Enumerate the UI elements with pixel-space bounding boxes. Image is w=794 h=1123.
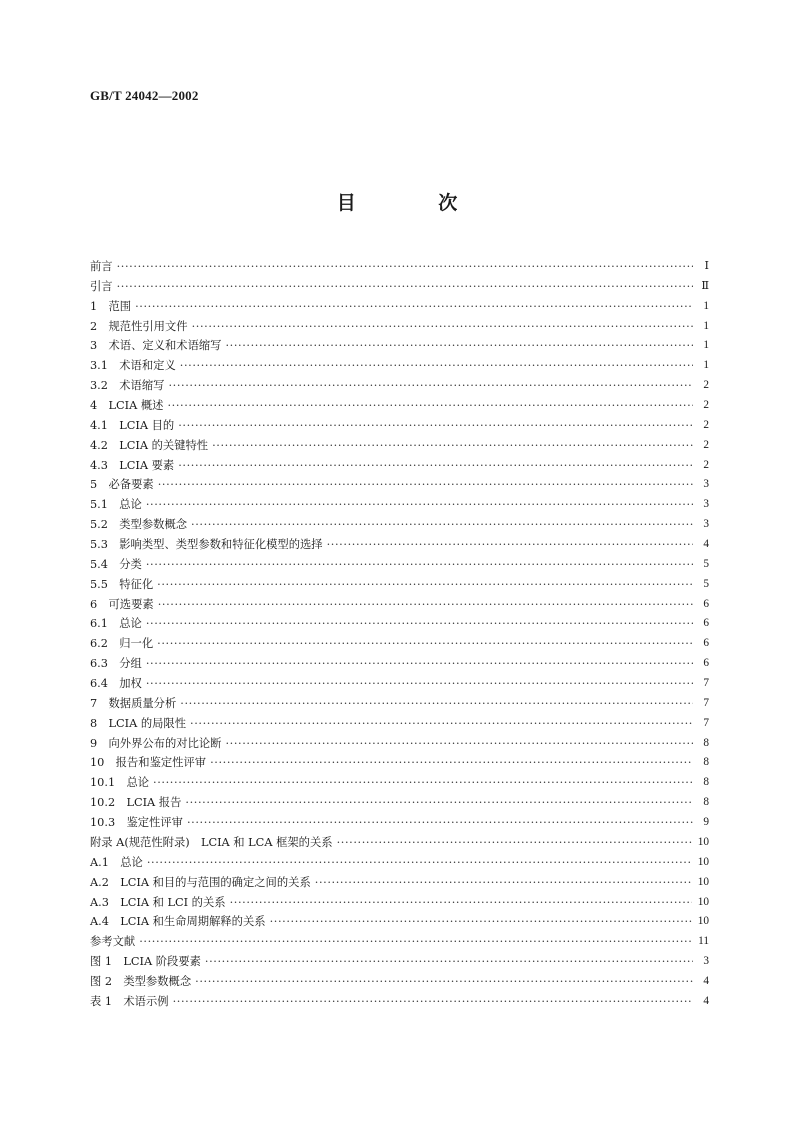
- toc-dot-leader: [117, 257, 693, 277]
- toc-entry[interactable]: [90, 495, 709, 515]
- table-of-contents: [90, 257, 709, 1012]
- toc-entry-title: 引言: [90, 279, 113, 293]
- toc-page-number: 2: [703, 399, 709, 412]
- toc-dot-leader: [205, 952, 693, 972]
- toc-dot-leader: [167, 396, 693, 416]
- toc-page-number: 2: [703, 458, 709, 471]
- toc-entry[interactable]: [90, 694, 709, 714]
- toc-dot-leader: [146, 495, 693, 515]
- toc-entry-title: A.1 总论: [90, 855, 143, 869]
- toc-entry-title: A.3 LCIA 和 LCI 的关系: [90, 895, 226, 909]
- toc-entry-title: 5.3 影响类型、类型参数和特征化模型的选择: [90, 538, 323, 552]
- toc-dot-leader: [157, 634, 693, 654]
- toc-entry[interactable]: [90, 257, 709, 277]
- toc-dot-leader: [178, 416, 693, 436]
- toc-dot-leader: [178, 456, 693, 476]
- toc-dot-leader: [212, 436, 693, 456]
- toc-page-number: Ⅱ: [701, 279, 709, 292]
- toc-page-number: 3: [703, 478, 709, 491]
- toc-entry[interactable]: [90, 813, 709, 833]
- toc-entry[interactable]: [90, 853, 709, 873]
- toc-entry-title: 5.5 特征化: [90, 577, 154, 591]
- toc-entry[interactable]: [90, 674, 709, 694]
- toc-entry-title: 5.4 分类: [90, 557, 142, 571]
- toc-dot-leader: [327, 535, 693, 555]
- toc-dot-leader: [153, 773, 693, 793]
- toc-entry[interactable]: [90, 515, 709, 535]
- toc-entry-title: 8 LCIA 的局限性: [90, 716, 187, 730]
- toc-page-number: 1: [703, 299, 709, 312]
- toc-entry-title: 3.2 术语缩写: [90, 379, 165, 393]
- toc-entry[interactable]: [90, 793, 709, 813]
- toc-page-number: Ⅰ: [704, 260, 709, 272]
- toc-dot-leader: [185, 793, 693, 813]
- toc-dot-leader: [210, 753, 693, 773]
- toc-entry-title: A.4 LCIA 和生命周期解释的关系: [90, 915, 266, 929]
- toc-entry[interactable]: [90, 416, 709, 436]
- toc-dot-leader: [192, 317, 693, 337]
- toc-entry[interactable]: [90, 297, 709, 317]
- toc-page-number: 9: [703, 816, 709, 829]
- toc-entry[interactable]: [90, 356, 709, 376]
- toc-page-number: 10: [697, 875, 709, 888]
- toc-entry-title: 2 规范性引用文件: [90, 319, 188, 333]
- toc-entry[interactable]: [90, 734, 709, 754]
- toc-entry[interactable]: [90, 575, 709, 595]
- toc-dot-leader: [139, 932, 692, 952]
- toc-page-number: 7: [703, 677, 709, 690]
- toc-dot-leader: [157, 575, 693, 595]
- toc-dot-leader: [173, 992, 693, 1012]
- toc-entry-title: 6.4 加权: [90, 677, 142, 691]
- toc-entry-title: 6.3 分组: [90, 657, 142, 671]
- toc-entry[interactable]: [90, 972, 709, 992]
- toc-entry[interactable]: [90, 436, 709, 456]
- toc-page-number: 6: [703, 657, 709, 670]
- toc-dot-leader: [146, 555, 693, 575]
- toc-page-number: 10: [697, 835, 709, 848]
- toc-page-number: 3: [703, 498, 709, 511]
- toc-dot-leader: [191, 515, 693, 535]
- toc-dot-leader: [146, 674, 693, 694]
- toc-entry-title: 6 可选要素: [90, 597, 154, 611]
- toc-page-number: 8: [703, 736, 709, 749]
- toc-page-number: 1: [703, 319, 709, 332]
- toc-entry-title: 5.1 总论: [90, 498, 142, 512]
- toc-dot-leader: [315, 873, 692, 893]
- toc-dot-leader: [337, 833, 692, 853]
- toc-entry[interactable]: [90, 336, 709, 356]
- toc-page-number: 2: [703, 438, 709, 451]
- toc-entry[interactable]: [90, 912, 709, 932]
- toc-entry-title: 图 2 类型参数概念: [90, 974, 192, 988]
- toc-page-number: 4: [703, 538, 709, 551]
- toc-entry[interactable]: [90, 893, 709, 913]
- toc-page-number: 2: [703, 418, 709, 431]
- toc-entry[interactable]: [90, 932, 709, 952]
- toc-page-number: 8: [703, 796, 709, 809]
- toc-entry[interactable]: [90, 277, 709, 297]
- toc-entry[interactable]: [90, 614, 709, 634]
- toc-dot-leader: [270, 912, 692, 932]
- toc-entry-title: 附录 A(规范性附录) LCIA 和 LCA 框架的关系: [90, 835, 333, 849]
- toc-entry-title: 5 必备要素: [90, 478, 154, 492]
- toc-entry[interactable]: [90, 555, 709, 575]
- toc-entry[interactable]: [90, 475, 709, 495]
- toc-page-number: 6: [703, 617, 709, 630]
- toc-entry[interactable]: [90, 396, 709, 416]
- toc-entry-title: 表 1 术语示例: [90, 994, 169, 1008]
- toc-page-number: 4: [703, 994, 709, 1007]
- toc-entry-title: 7 数据质量分析: [90, 696, 177, 710]
- toc-entry-title: 6.2 归一化: [90, 637, 154, 651]
- toc-entry[interactable]: [90, 753, 709, 773]
- toc-page-number: 4: [703, 974, 709, 987]
- toc-entry-title: 10.2 LCIA 报告: [90, 796, 182, 810]
- toc-entry[interactable]: [90, 833, 709, 853]
- toc-entry-title: 10 报告和鉴定性评审: [90, 756, 207, 770]
- toc-entry-title: 前言: [90, 260, 113, 273]
- toc-entry[interactable]: [90, 952, 709, 972]
- toc-entry[interactable]: [90, 317, 709, 337]
- toc-page-number: 11: [698, 935, 709, 948]
- toc-dot-leader: [146, 654, 693, 674]
- toc-entry-title: 10.1 总论: [90, 776, 150, 790]
- toc-page-number: 1: [703, 359, 709, 372]
- toc-entry[interactable]: [90, 456, 709, 476]
- toc-page-number: 3: [703, 955, 709, 968]
- toc-entry-title: 4.1 LCIA 目的: [90, 418, 175, 432]
- toc-entry[interactable]: [90, 654, 709, 674]
- toc-dot-leader: [146, 614, 693, 634]
- toc-entry-title: 1 范围: [90, 299, 132, 313]
- toc-page-number: 1: [703, 339, 709, 352]
- toc-dot-leader: [180, 694, 693, 714]
- toc-entry-title: 10.3 鉴定性评审: [90, 816, 183, 830]
- toc-page-number: 10: [697, 915, 709, 928]
- toc-dot-leader: [147, 853, 692, 873]
- toc-dot-leader: [225, 336, 693, 356]
- toc-page-number: 7: [703, 716, 709, 729]
- toc-page-number: 2: [703, 379, 709, 392]
- toc-entry-title: 4.3 LCIA 要素: [90, 458, 175, 472]
- toc-entry-title: 参考文献: [90, 935, 136, 949]
- toc-entry-title: 4 LCIA 概述: [90, 399, 164, 413]
- toc-entry[interactable]: [90, 535, 709, 555]
- toc-entry[interactable]: [90, 376, 709, 396]
- toc-entry[interactable]: [90, 992, 709, 1012]
- toc-page-number: 5: [703, 557, 709, 570]
- toc-page-number: 8: [703, 756, 709, 769]
- toc-dot-leader: [168, 376, 693, 396]
- toc-entry-title: 6.1 总论: [90, 617, 142, 631]
- toc-entry-title: 3.1 术语和定义: [90, 359, 176, 373]
- toc-page-number: 5: [703, 577, 709, 590]
- toc-entry[interactable]: [90, 714, 709, 734]
- toc-dot-leader: [117, 277, 693, 297]
- toc-dot-leader: [135, 297, 693, 317]
- toc-dot-leader: [187, 813, 693, 833]
- toc-page-number: 8: [703, 776, 709, 789]
- toc-entry-title: 3 术语、定义和术语缩写: [90, 339, 222, 353]
- toc-entry-title: 9 向外界公布的对比论断: [90, 736, 222, 750]
- toc-entry[interactable]: [90, 634, 709, 654]
- toc-dot-leader: [195, 972, 693, 992]
- toc-entry[interactable]: [90, 773, 709, 793]
- toc-page-number: 10: [697, 895, 709, 908]
- toc-page-number: 3: [703, 518, 709, 531]
- toc-dot-leader: [158, 595, 693, 615]
- toc-dot-leader: [180, 356, 693, 376]
- toc-page-number: 6: [703, 637, 709, 650]
- toc-entry[interactable]: [90, 873, 709, 893]
- toc-page-number: 10: [697, 855, 709, 868]
- standard-code: GB/T 24042—2002: [90, 88, 199, 103]
- toc-dot-leader: [230, 893, 692, 913]
- toc-page-number: 7: [703, 696, 709, 709]
- toc-entry-title: 图 1 LCIA 阶段要素: [90, 955, 201, 969]
- toc-entry-title: 4.2 LCIA 的关键特性: [90, 438, 209, 452]
- toc-dot-leader: [225, 734, 693, 754]
- toc-dot-leader: [190, 714, 693, 734]
- toc-entry-title: A.2 LCIA 和目的与范围的确定之间的关系: [90, 875, 311, 889]
- toc-entry[interactable]: [90, 595, 709, 615]
- toc-entry-title: 5.2 类型参数概念: [90, 518, 188, 532]
- toc-dot-leader: [158, 475, 693, 495]
- toc-page-number: 6: [703, 597, 709, 610]
- page-title: 目 次: [336, 192, 496, 214]
